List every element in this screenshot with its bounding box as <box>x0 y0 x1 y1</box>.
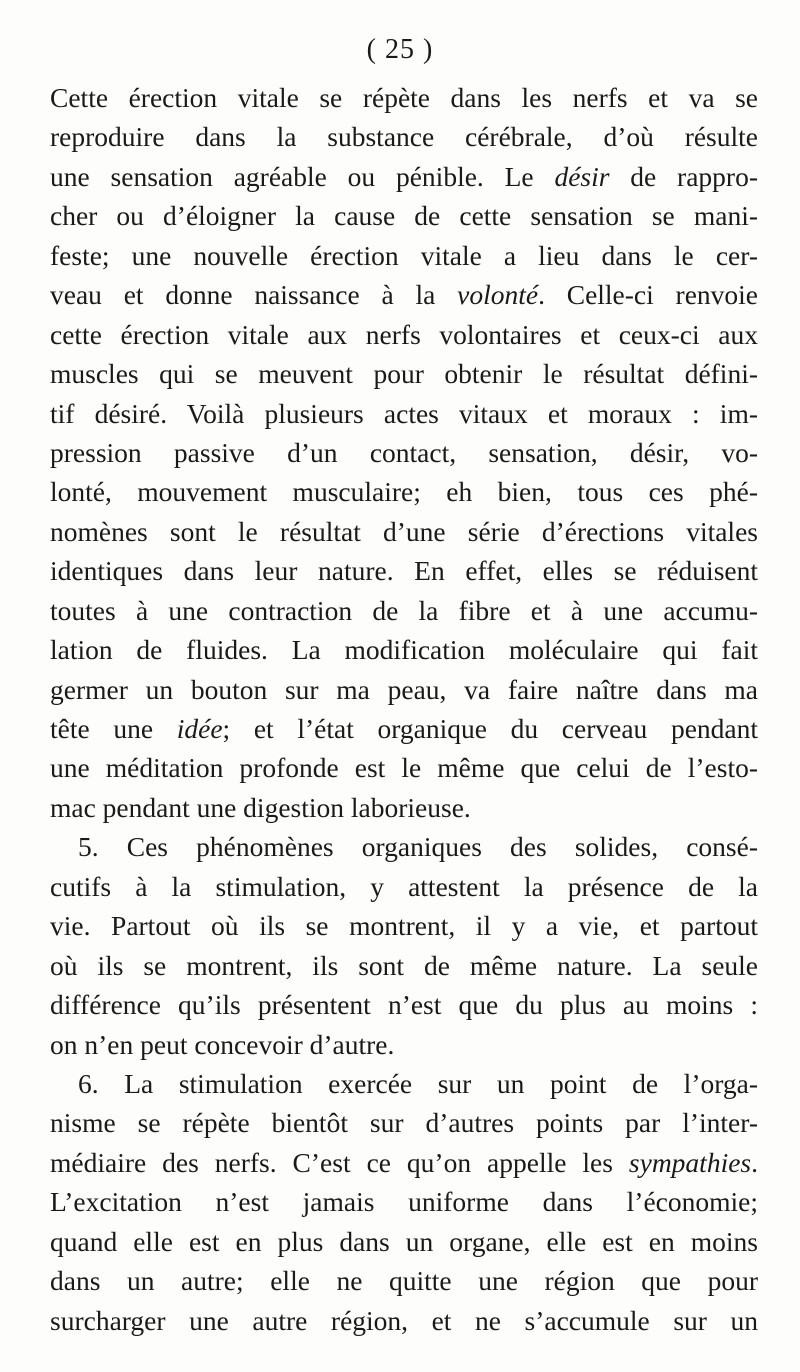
emphasized-term: volonté <box>457 279 539 311</box>
text-run: cutifs à la stimulation, y attestent la présence de la <box>50 870 758 902</box>
text-run: nomènes sont le résultat d’une série d’érections vitales <box>50 515 758 547</box>
text-line <box>50 1064 758 1103</box>
text-run: ; et l’état organique du cerveau pendant <box>222 713 758 744</box>
text-run: . Celle-ci renvoie <box>538 279 758 311</box>
text-run: vie. Partout où ils se montrent, il y a vie, et partout <box>50 910 758 942</box>
text-run: pression passive d’un contact, sensation, désir, vo- <box>50 436 758 468</box>
text-run: veau et donne naissance à la <box>50 279 458 311</box>
text-line <box>50 906 758 945</box>
text-line <box>50 709 758 748</box>
text-line <box>50 275 758 314</box>
text-line <box>50 117 758 156</box>
text-run: cher ou d’éloigner la cause de cette sensation se mani- <box>50 200 758 232</box>
text-line <box>50 1222 758 1261</box>
text-run: 5. Ces phénomènes organiques des solides, consé- <box>78 831 758 863</box>
text-run: lation de fluides. La modification moléculaire qui fait <box>50 634 758 666</box>
text-line <box>50 472 758 511</box>
text-run: germer un bouton sur ma peau, va faire naître dans ma <box>50 673 758 705</box>
text-line <box>50 630 758 669</box>
text-line <box>50 946 758 985</box>
page-number: ( 25 ) <box>366 34 434 65</box>
text-line <box>50 433 758 472</box>
text-line <box>50 236 758 275</box>
text-run: feste; une nouvelle érection vitale a lieu dans le cer- <box>50 239 758 271</box>
text-run: tête une <box>50 713 177 744</box>
text-run: muscles qui se meuvent pour obtenir le résultat défini- <box>50 358 758 390</box>
text-run: surcharger une autre région, et ne s’accumule sur un <box>50 1304 758 1336</box>
emphasized-term: désir <box>554 160 610 192</box>
text-line <box>50 985 758 1024</box>
text-run: toutes à une contraction de la fibre et à une accumu- <box>50 594 758 626</box>
text-line <box>50 394 758 433</box>
body-text <box>50 78 758 1340</box>
text-line <box>50 354 758 393</box>
text-run: quand elle est en plus dans un organe, elle est en moins <box>50 1225 758 1257</box>
text-run: identiques dans leur nature. En effet, elles se réduisent <box>50 555 758 587</box>
text-run: tif désiré. Voilà plusieurs actes vitaux et moraux : im- <box>50 397 758 429</box>
text-line <box>50 551 758 590</box>
text-run: différence qu’ils présentent n’est que du plus au moins : <box>50 989 758 1021</box>
text-run: où ils se montrent, ils sont de même nature. La seule <box>50 949 758 981</box>
text-line <box>50 591 758 630</box>
text-run: lonté, mouvement musculaire; eh bien, tous ces phé- <box>50 476 758 508</box>
text-line <box>50 512 758 551</box>
text-line <box>50 748 758 787</box>
text-run: Cette érection vitale se répète dans les nerfs et va se <box>50 82 758 113</box>
text-line <box>50 1261 758 1300</box>
text-line <box>50 827 758 866</box>
text-run: une sensation agréable ou pénible. Le <box>50 160 555 192</box>
text-line <box>50 1103 758 1142</box>
text-run: 6. La stimulation exercée sur un point de l’orga- <box>78 1067 758 1099</box>
text-line <box>50 157 758 196</box>
text-line <box>50 867 758 906</box>
emphasized-term: sympathies <box>628 1146 752 1178</box>
text-run: on n’en peut concevoir d’autre. <box>50 1028 395 1060</box>
emphasized-term: idée <box>176 713 223 744</box>
text-run: mac pendant une digestion laborieuse. <box>50 791 471 823</box>
text-run: cette érection vitale aux nerfs volontaires et ceux-ci aux <box>50 318 758 350</box>
text-line <box>50 78 758 117</box>
text-run: L’excitation n’est jamais uniforme dans l’économie; <box>50 1186 758 1218</box>
text-run: . <box>751 1146 758 1178</box>
text-run: dans un autre; elle ne quitte une région que pour <box>50 1265 758 1297</box>
text-run: une méditation profonde est le même que celui de l’esto- <box>50 752 758 784</box>
text-line <box>50 788 758 827</box>
text-line <box>50 1143 758 1182</box>
text-line <box>50 1301 758 1340</box>
text-run: de rappro- <box>609 160 758 192</box>
text-line <box>50 196 758 235</box>
text-run: médiaire des nerfs. C’est ce qu’on appelle les <box>50 1146 629 1178</box>
text-line <box>50 315 758 354</box>
text-run: nisme se répète bientôt sur d’autres points par l’inter- <box>50 1107 758 1139</box>
text-line <box>50 1025 758 1064</box>
text-line <box>50 1182 758 1221</box>
text-run: reproduire dans la substance cérébrale, d’où résulte <box>50 121 758 153</box>
text-line <box>50 670 758 709</box>
